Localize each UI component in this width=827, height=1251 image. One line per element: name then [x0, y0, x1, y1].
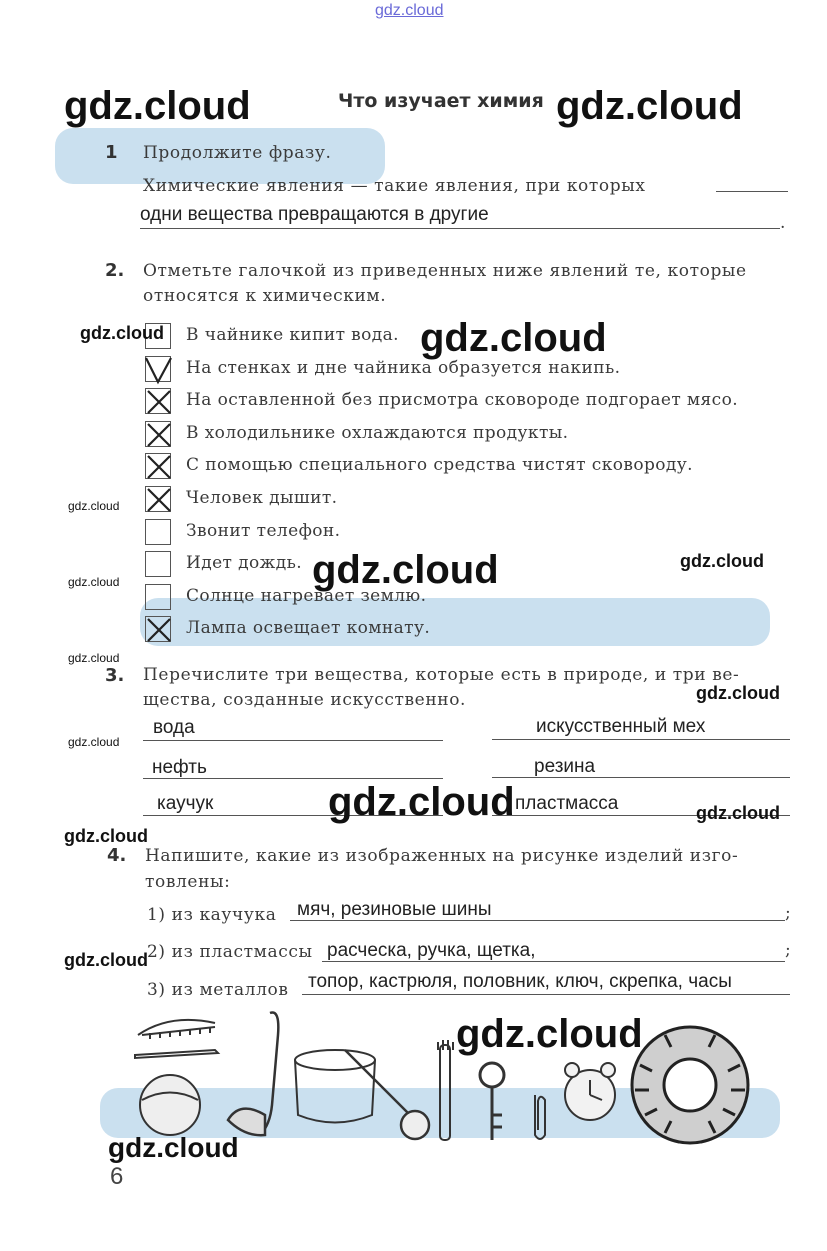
watermark-text: gdz.cloud — [680, 551, 764, 571]
watermark-text: gdz.cloud — [68, 735, 120, 749]
task1-prompt: Продолжите фразу. — [143, 143, 332, 163]
watermark-text: gdz.cloud — [328, 780, 515, 824]
answer-line — [143, 740, 443, 741]
checkbox[interactable] — [145, 519, 171, 545]
end-mark: . — [780, 213, 787, 233]
watermark-text: gdz.cloud — [420, 316, 607, 360]
task2-prompt: относятся к химическим. — [143, 286, 387, 306]
checkbox[interactable] — [145, 551, 171, 577]
tyre-icon — [632, 1027, 748, 1143]
checkbox-label: Человек дышит. — [186, 488, 338, 508]
pen-icon — [135, 1050, 218, 1058]
check-mark-icon — [143, 354, 175, 386]
ball-icon — [140, 1075, 200, 1135]
watermark-text: gdz.cloud — [68, 499, 120, 513]
task4-row-label: 2) из пластмассы — [147, 942, 313, 962]
answer-line — [143, 778, 443, 779]
cross-mark-icon — [143, 451, 175, 483]
task4-prompt: товлены: — [145, 872, 231, 892]
watermark-text: gdz.cloud — [556, 84, 743, 128]
checkbox-label: Звонит телефон. — [186, 521, 341, 541]
watermark-text: gdz.cloud — [64, 950, 148, 970]
axe-icon — [228, 1012, 278, 1135]
checkbox[interactable] — [145, 453, 171, 479]
cross-mark-icon — [143, 484, 175, 516]
cross-mark-icon — [143, 419, 175, 451]
task3-prompt: щества, созданные искусственно. — [143, 690, 467, 710]
checkbox-label: На оставленной без присмотра сковороде подгорает мясо. — [186, 390, 739, 410]
answer-line — [302, 994, 790, 995]
page-title: Что изучает химия — [338, 90, 544, 112]
watermark-text: gdz.cloud — [108, 1132, 239, 1163]
checkbox-label: Лампа освещает комнату. — [186, 618, 431, 638]
task-number: 3. — [105, 665, 125, 686]
task4-row-label: 3) из металлов — [147, 980, 289, 1000]
artificial-substance: искусственный мех — [536, 716, 706, 737]
clock-icon — [565, 1063, 615, 1120]
cross-mark-icon — [143, 614, 175, 646]
checkbox[interactable] — [145, 584, 171, 610]
task4-row-end: ; — [785, 903, 792, 923]
answer-line — [140, 228, 780, 229]
task4-prompt: Напишите, какие из изображенных на рисунке изделий изго- — [145, 846, 739, 866]
task1-line: Химические явления — такие явления, при которых — [143, 176, 646, 196]
watermark-text: gdz.cloud — [80, 323, 164, 343]
answer-line — [322, 961, 785, 962]
page-number: 6 — [110, 1163, 124, 1190]
checkbox-label: Солнце нагревает землю. — [186, 586, 427, 606]
task3-prompt: Перечислите три вещества, которые есть в природе, и три ве- — [143, 665, 740, 685]
task4-row-answer: топор, кастрюля, половник, ключ, скрепка, часы — [308, 971, 732, 992]
task1-answer: одни вещества превращаются в другие — [140, 204, 489, 225]
task2-prompt: Отметьте галочкой из приведенных ниже явлений те, которые — [143, 261, 747, 281]
artificial-substance: резина — [534, 756, 596, 777]
checkbox[interactable] — [145, 421, 171, 447]
answer-line — [716, 191, 788, 192]
natural-substance: вода — [153, 717, 195, 738]
checkbox[interactable] — [145, 616, 171, 642]
task4-row-answer: расческа, ручка, щетка, — [327, 940, 536, 961]
watermark-text: gdz.cloud — [64, 826, 148, 846]
cross-mark-icon — [143, 386, 175, 418]
checkbox-label: С помощью специального средства чистят сковороду. — [186, 455, 693, 475]
task4-row-answer: мяч, резиновые шины — [297, 899, 492, 920]
checkbox-label: Идет дождь. — [186, 553, 303, 573]
top-watermark-link[interactable]: gdz.cloud — [375, 2, 444, 19]
pot-icon — [295, 1050, 375, 1123]
answer-line — [290, 920, 785, 921]
task-number: 1 — [105, 142, 118, 163]
natural-substance: каучук — [157, 793, 214, 814]
watermark-text: gdz.cloud — [696, 683, 780, 703]
natural-substance: нефть — [152, 757, 207, 778]
watermark-text: gdz.cloud — [68, 575, 120, 589]
answer-line — [492, 777, 790, 778]
checkbox-label: На стенках и дне чайника образуется накипь. — [186, 358, 621, 378]
watermark-text: gdz.cloud — [456, 1012, 643, 1056]
watermark-stripe-text — [120, 1085, 145, 1136]
watermark-text: gdz.cloud — [68, 651, 120, 665]
ladle-icon — [345, 1050, 429, 1139]
paperclip-icon — [535, 1095, 545, 1139]
answer-line — [492, 739, 790, 740]
comb-icon — [138, 1020, 215, 1039]
key-icon — [480, 1063, 504, 1140]
watermark-text: gdz.cloud — [696, 803, 780, 823]
checkbox[interactable] — [145, 356, 171, 382]
watermark-text: gdz.cloud — [64, 84, 251, 128]
task-number: 2. — [105, 260, 125, 281]
toothbrush-icon — [438, 1040, 453, 1140]
watermark-text: gdz.cloud — [312, 548, 499, 592]
checkbox[interactable] — [145, 486, 171, 512]
checkbox-label: В холодильнике охлаждаются продукты. — [186, 423, 569, 443]
task-number: 4. — [107, 845, 127, 866]
task4-row-label: 1) из каучука — [147, 905, 277, 925]
checkbox-label: В чайнике кипит вода. — [186, 325, 399, 345]
checkbox[interactable] — [145, 388, 171, 414]
task4-row-end: ; — [785, 940, 792, 960]
artificial-substance: пластмасса — [515, 793, 619, 814]
